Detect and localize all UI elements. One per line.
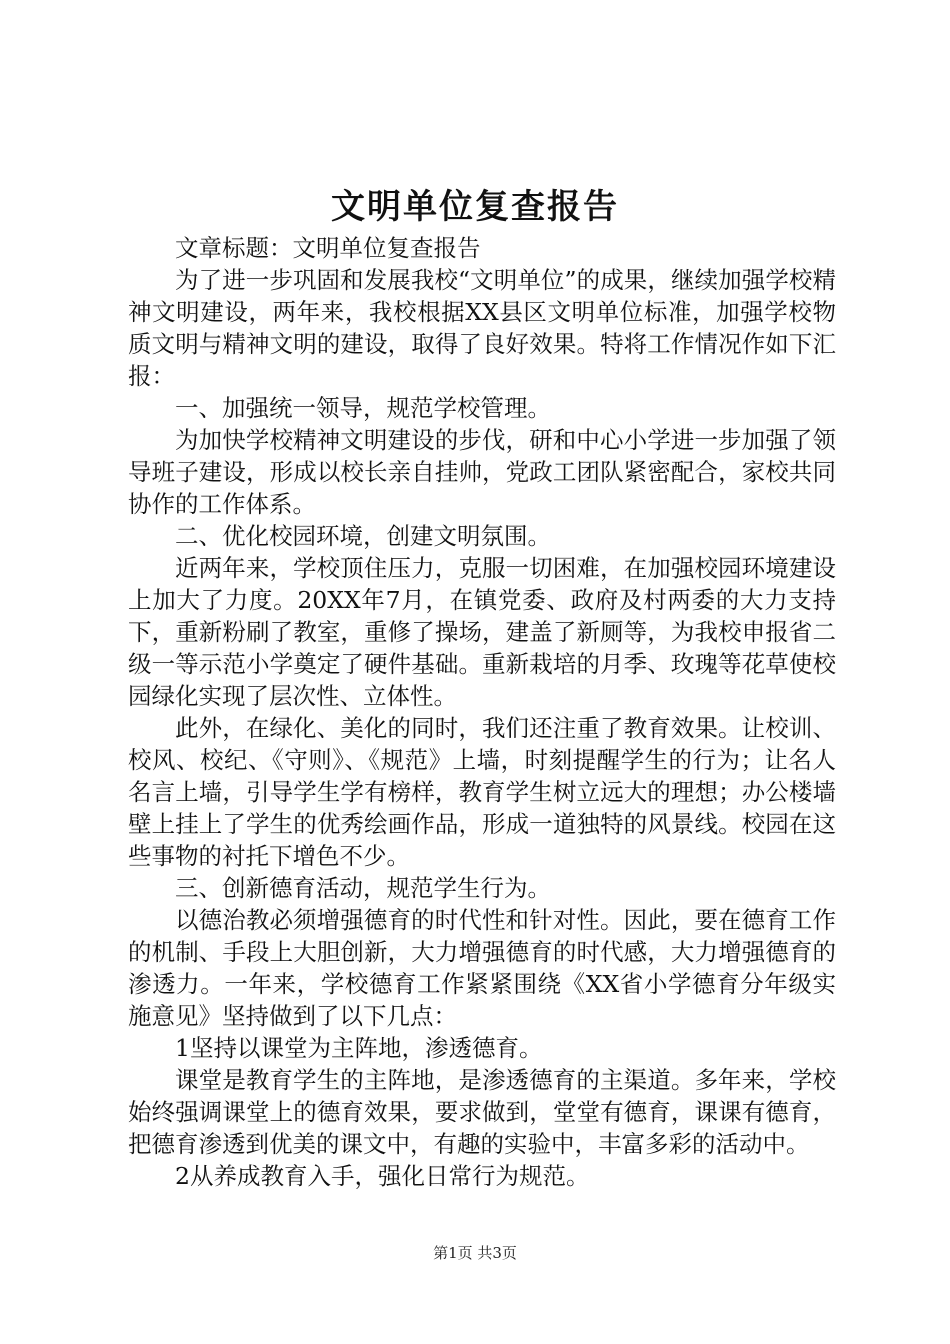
paragraph: 近两年来，学校顶住压力，克服一切困难，在加强校园环境建设上加大了力度。20XX年7月，在镇党委、政府及村两委的大力支持下，重新粉刷了教室，重修了操场，建盖了新厕等，为我校申报省二级一等示范小学奠定了硬件基础。重新栽培的月季、玫瑰等花草使校园绿化实现了层次性、立体性。 [128,554,836,710]
subheading-1: 1坚持以课堂为主阵地，渗透德育。 [175,1034,543,1062]
paragraph-article-title: 文章标题：文明单位复查报告 [175,234,481,262]
document-title: 文明单位复查报告 [331,187,619,227]
page-number-footer: 第1页 共3页 [433,1244,517,1262]
paragraph: 课堂是教育学生的主阵地，是渗透德育的主渠道。多年来，学校始终强调课堂上的德育效果，要求做到，堂堂有德育，课课有德育，把德育渗透到优美的课文中，有趣的实验中，丰富多彩的活动中。 [128,1066,836,1158]
paragraph: 为加快学校精神文明建设的步伐，研和中心小学进一步加强了领导班子建设，形成以校长亲自挂帅，党政工团队紧密配合，家校共同协作的工作体系。 [128,426,836,518]
paragraph: 此外，在绿化、美化的同时，我们还注重了教育效果。让校训、校风、校纪、《守则》、《规范》上墙，时刻提醒学生的行为；让名人名言上墙，引导学生学有榜样，教育学生树立远大的理想；办公楼墙壁上挂上了学生的优秀绘画作品，形成一道独特的风景线。校园在这些事物的衬托下增色不少。 [128,714,836,870]
subheading-2: 2从养成教育入手，强化日常行为规范。 [175,1162,590,1190]
section-heading-1: 一、加强统一领导，规范学校管理。 [175,394,551,422]
document-body [128,232,836,1192]
paragraph: 以德治教必须增强德育的时代性和针对性。因此，要在德育工作的机制、手段上大胆创新，大力增强德育的时代感，大力增强德育的渗透力。一年来，学校德育工作紧紧围绕《XX省小学德育分年级实施意见》坚持做到了以下几点： [128,906,836,1030]
section-heading-2: 二、优化校园环境，创建文明氛围。 [175,522,551,550]
section-heading-3: 三、创新德育活动，规范学生行为。 [175,874,551,902]
paragraph-intro: 为了进一步巩固和发展我校“文明单位”的成果，继续加强学校精神文明建设，两年来，我校根据XX县区文明单位标准，加强学校物质文明与精神文明的建设，取得了良好效果。特将工作情况作如下汇报： [128,266,836,390]
